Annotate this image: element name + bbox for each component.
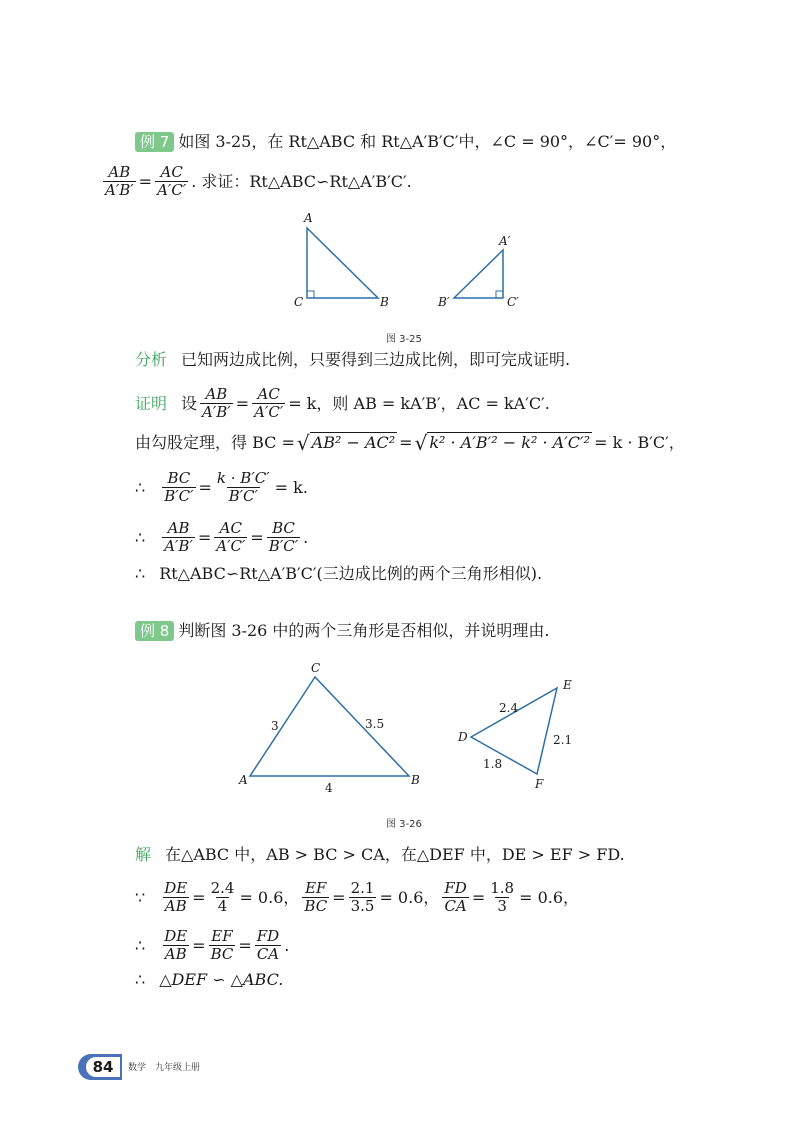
- therefore-symbol: ∴: [135, 564, 146, 583]
- fraction-numerator: AB: [167, 519, 190, 537]
- fraction-ef-bc: [302, 880, 329, 915]
- equals-sign: =: [399, 432, 413, 452]
- fraction-k-bc: [215, 470, 272, 505]
- vertex-label-e: E: [563, 678, 572, 692]
- vertex-label-a-prime: A′: [499, 234, 511, 248]
- fraction-denominator: 3.5: [350, 897, 375, 915]
- side-length-ab: 4: [325, 781, 333, 795]
- equals-sign: =: [197, 527, 212, 547]
- proof-line2: [135, 432, 685, 453]
- equals-sign: =: [471, 887, 486, 907]
- vertex-label-a: A: [239, 773, 248, 787]
- side-length-df: 1.8: [483, 757, 503, 771]
- vertex-label-c: C: [311, 661, 321, 675]
- fraction-numerator: AC: [219, 519, 242, 537]
- equals-sign: =: [192, 935, 206, 955]
- fraction-ac: [214, 520, 247, 555]
- equals-sign: =: [250, 527, 264, 547]
- solution-conclusion-line: [135, 970, 283, 990]
- fraction-de-ab: [162, 880, 189, 915]
- fraction-denominator: B′C′: [164, 487, 194, 505]
- side-length-ef: 2.1: [553, 733, 573, 747]
- pythagorean-prefix: 由勾股定理，得 BC =: [135, 432, 295, 452]
- fraction-denominator: A′C′: [157, 181, 187, 199]
- fraction-2-1-over-3-5: [349, 880, 377, 915]
- figure-3-26-caption: 图 3-26: [386, 819, 422, 830]
- fraction-numerator: AC: [257, 385, 280, 403]
- solution-ordering: 在△ABC 中，AB > BC > CA，在△DEF 中，DE > EF > FD.: [165, 845, 625, 864]
- example7-statement-text: 如图 3-25，在 Rt△ABC 和 Rt△A′B′C′中，∠C = 90°，∠C′= 90°，: [178, 132, 677, 151]
- fraction-denominator: A′B′: [202, 403, 231, 421]
- example7-fraction-ab: [103, 164, 136, 199]
- fraction-numerator: AB: [205, 385, 228, 403]
- side-length-de: 2.4: [499, 701, 519, 715]
- solution-line2: [135, 880, 579, 915]
- example7-badge: 例 7: [135, 132, 174, 152]
- fraction-denominator: A′C′: [254, 403, 284, 421]
- proof-conclusion-line: [135, 564, 542, 584]
- therefore-symbol: ∴: [135, 935, 146, 955]
- fraction-denominator: B′C′: [268, 537, 299, 555]
- fraction-numerator: 2.4: [210, 879, 235, 897]
- analysis-text: 已知两边成比例，只要得到三边成比例，即可完成证明.: [181, 350, 571, 369]
- side-length-cb: 3.5: [365, 717, 385, 731]
- figure-3-26: [235, 660, 585, 800]
- fraction-fd-ca: [442, 880, 468, 915]
- vertex-label-c: C: [294, 295, 304, 309]
- fraction-numerator: k · B′C′: [216, 469, 270, 487]
- equals-sign: =: [238, 935, 252, 955]
- fraction-denominator: A′B′: [164, 537, 193, 555]
- fraction-numerator: EF: [305, 879, 327, 897]
- example7-fraction-ac: [155, 164, 188, 199]
- fraction-numerator: DE: [164, 927, 188, 945]
- vertex-label-a: A: [304, 211, 313, 225]
- book-title: 数学 九年级上册: [128, 1063, 201, 1073]
- right-angle-mark-prime: [496, 291, 503, 298]
- proof-fraction-ac: [252, 386, 285, 421]
- figure-3-25-caption: 图 3-25: [386, 334, 422, 345]
- radical-sign-icon: √: [414, 430, 428, 455]
- triangle-abc: [307, 228, 378, 298]
- proof-set-word: 设: [181, 393, 198, 413]
- solution-label: 解: [135, 845, 152, 864]
- fraction-2-4-over-4: [209, 880, 237, 915]
- fraction-numerator: BC: [272, 519, 295, 537]
- proof-line4: [135, 520, 308, 555]
- example7-statement-line2: [100, 164, 412, 199]
- equals-sign: =: [198, 477, 212, 497]
- fraction-1-8-over-3: [488, 880, 516, 915]
- vertex-label-c-prime: C′: [507, 295, 519, 309]
- period: .: [284, 935, 290, 955]
- fraction-bc: [162, 470, 195, 505]
- fraction-denominator: BC: [210, 945, 234, 963]
- equals-sign: =: [192, 887, 206, 907]
- figure-3-25: [290, 210, 550, 320]
- fraction-denominator: 4: [217, 897, 228, 915]
- fraction-bc: [267, 520, 300, 555]
- solution-line3: [135, 928, 289, 963]
- solution-line1: [135, 845, 625, 865]
- radicand: AB² − AC²: [311, 433, 396, 452]
- therefore-symbol: ∴: [135, 477, 146, 497]
- vertex-label-b: B: [380, 295, 389, 309]
- because-symbol: ∵: [135, 887, 146, 907]
- fraction-numerator: EF: [211, 927, 233, 945]
- solution-conclusion: △DEF ∽ △ABC.: [159, 970, 284, 989]
- fraction-numerator: DE: [164, 879, 188, 897]
- ratio-result-1: = 0.6，: [239, 887, 300, 907]
- equals-sign: =: [235, 393, 250, 413]
- fraction-denominator: A′C′: [216, 537, 246, 555]
- ratio-result-2: = 0.6，: [379, 887, 440, 907]
- vertex-label-b-prime: B′: [438, 295, 450, 309]
- pythagorean-suffix: = k · B′C′，: [594, 432, 685, 452]
- fraction-fd-ca: [255, 928, 281, 963]
- therefore-symbol: ∴: [135, 527, 146, 547]
- fraction-de-ab: [162, 928, 189, 963]
- example8-statement: 判断图 3-26 中的两个三角形是否相似，并说明理由.: [178, 621, 550, 640]
- analysis-line: [135, 350, 570, 370]
- fraction-numerator: 2.1: [350, 879, 375, 897]
- fraction-numerator: AB: [108, 163, 131, 181]
- right-angle-mark: [307, 291, 314, 298]
- equals-k: = k.: [274, 477, 308, 497]
- fraction-numerator: FD: [256, 927, 280, 945]
- fraction-numerator: AC: [160, 163, 183, 181]
- radicand: k² · A′B′² − k² · A′C′²: [429, 433, 591, 452]
- fraction-denominator: CA: [444, 897, 467, 915]
- vertex-label-f: F: [535, 777, 544, 791]
- fraction-denominator: 3: [497, 897, 507, 915]
- example8-badge: 例 8: [135, 621, 174, 641]
- analysis-label: 分析: [135, 350, 168, 369]
- fraction-denominator: B′C′: [228, 487, 258, 505]
- triangle-a-prime-b-prime-c-prime: [454, 250, 503, 298]
- fraction-denominator: A′B′: [105, 181, 134, 199]
- example7-prove-statement: . 求证：Rt△ABC∽Rt△A′B′C′.: [191, 171, 412, 191]
- fraction-ab: [162, 520, 195, 555]
- sqrt-expression-2: [415, 432, 593, 453]
- example8-statement-line: [135, 621, 550, 641]
- proof-fraction-ab: [200, 386, 233, 421]
- fraction-ef-bc: [209, 928, 236, 963]
- proof-line3: [135, 470, 308, 505]
- therefore-symbol: ∴: [135, 970, 146, 989]
- fraction-numerator: FD: [444, 879, 467, 897]
- equals-sign: =: [332, 887, 346, 907]
- fraction-denominator: CA: [256, 945, 280, 963]
- fraction-denominator: AB: [164, 897, 187, 915]
- triangle-abc-outline: [307, 228, 378, 298]
- radical-sign-icon: √: [296, 430, 310, 455]
- fraction-numerator: 1.8: [490, 879, 515, 897]
- fraction-numerator: BC: [167, 469, 191, 487]
- proof-label: 证明: [135, 393, 168, 413]
- sqrt-expression-1: [297, 432, 397, 453]
- example7-statement-line1: [135, 132, 676, 152]
- vertex-label-d: D: [458, 730, 468, 744]
- proof-conclusion: Rt△ABC∽Rt△A′B′C′(三边成比例的两个三角形相似).: [159, 564, 543, 583]
- proof-k-definition: = k，则 AB = kA′B′，AC = kA′C′.: [288, 393, 550, 413]
- fraction-denominator: BC: [304, 897, 328, 915]
- proof-line1: [135, 386, 550, 421]
- equals-sign: =: [138, 171, 153, 191]
- fraction-denominator: AB: [164, 945, 187, 963]
- period: .: [303, 527, 309, 547]
- page-number: 84: [86, 1057, 120, 1077]
- vertex-label-b: B: [411, 773, 420, 787]
- side-length-ca: 3: [271, 719, 279, 733]
- ratio-result-3: = 0.6，: [519, 887, 580, 907]
